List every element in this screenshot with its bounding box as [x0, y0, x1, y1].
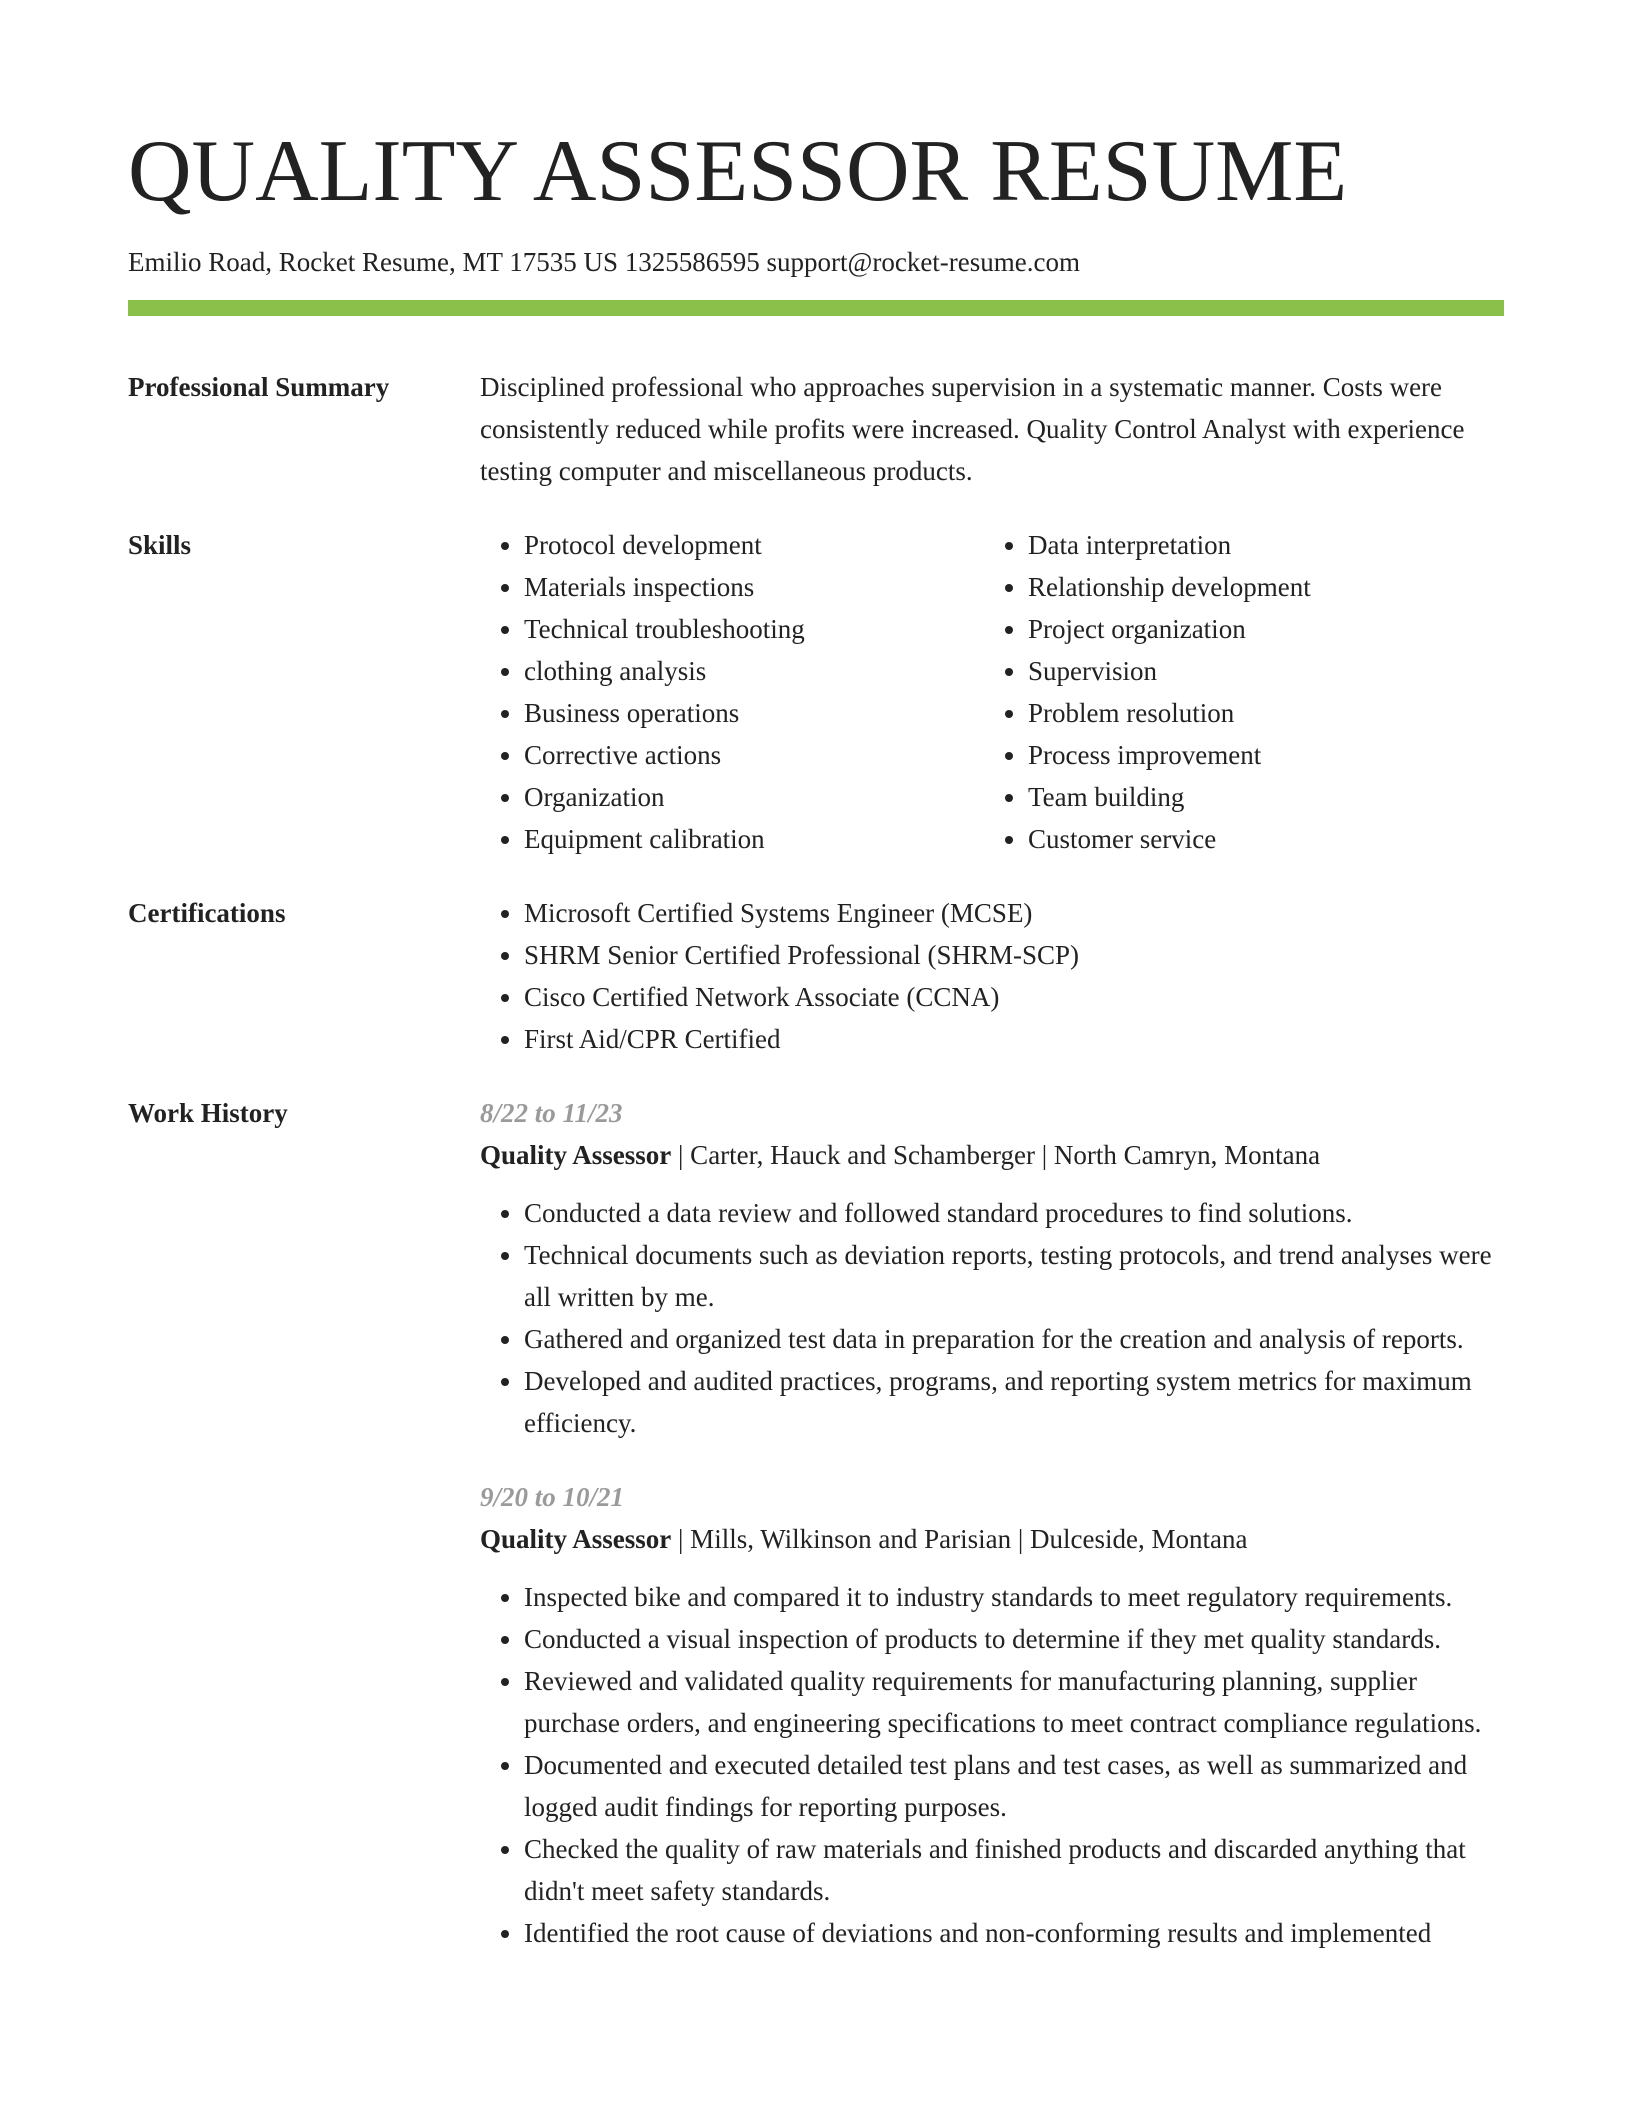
job-bullet: • Conducted a visual inspection of products to determine if they met quality standards. — [524, 1618, 1504, 1660]
work-history-label: Work History — [128, 1098, 288, 1128]
skill-item: • Equipment calibration — [524, 818, 984, 860]
job-bullet: • Gathered and organized test data in preparation for the creation and analysis of reports. — [524, 1318, 1504, 1360]
contact-line: Emilio Road, Rocket Resume, MT 17535 US 1325586595 support@rocket-resume.com — [128, 247, 1081, 277]
skill-item: • Technical troubleshooting — [524, 608, 984, 650]
certification-item: • SHRM Senior Certified Professional (SHRM-SCP) — [524, 934, 1504, 976]
work-history-body — [480, 1092, 1504, 1954]
job-bullet: • Documented and executed detailed test plans and test cases, as well as summarized and logged audit findings for reporting purposes. — [524, 1744, 1504, 1828]
certifications-label: Certifications — [128, 898, 286, 928]
skill-item: • Supervision — [1028, 650, 1488, 692]
job-company-location: | Carter, Hauck and Schamberger | North Camryn, Montana — [671, 1140, 1321, 1170]
skills-columns — [480, 524, 1504, 860]
job-entry — [480, 1476, 1504, 1954]
skills-label: Skills — [128, 530, 192, 560]
skill-item: • Protocol development — [524, 524, 984, 566]
skill-item: • Problem resolution — [1028, 692, 1488, 734]
summary-label: Professional Summary — [128, 372, 390, 402]
skill-item: • Project organization — [1028, 608, 1488, 650]
resume-title: QUALITY ASSESSOR RESUME — [128, 123, 1348, 220]
job-bullet: • Identified the root cause of deviations and non-conforming results and implemented — [524, 1912, 1504, 1954]
job-dates: 8/22 to 11/23 — [480, 1098, 623, 1128]
skills-column-right — [984, 524, 1488, 860]
accent-divider — [128, 300, 1504, 316]
skill-item: • clothing analysis — [524, 650, 984, 692]
job-bullet: • Conducted a data review and followed standard procedures to find solutions. — [524, 1192, 1504, 1234]
certifications-section — [128, 892, 1504, 1060]
job-bullet: • Developed and audited practices, programs, and reporting system metrics for maximum efficiency. — [524, 1360, 1504, 1444]
job-heading — [480, 1134, 1504, 1176]
job-bullet: • Technical documents such as deviation reports, testing protocols, and trend analyses were all written by me. — [524, 1234, 1504, 1318]
job-dates: 9/20 to 10/21 — [480, 1482, 625, 1512]
certifications-body — [480, 892, 1504, 1060]
skill-item: • Organization — [524, 776, 984, 818]
skill-item: • Customer service — [1028, 818, 1488, 860]
work-history-section — [128, 1092, 1504, 1954]
skill-item: • Materials inspections — [524, 566, 984, 608]
skill-item: • Corrective actions — [524, 734, 984, 776]
certification-item: • Microsoft Certified Systems Engineer (MCSE) — [524, 892, 1504, 934]
summary-section — [128, 366, 1504, 492]
skills-column-left — [480, 524, 984, 860]
job-bullet: • Inspected bike and compared it to industry standards to meet regulatory requirements. — [524, 1576, 1504, 1618]
job-entry — [480, 1092, 1504, 1444]
skill-item: • Data interpretation — [1028, 524, 1488, 566]
skill-item: • Team building — [1028, 776, 1488, 818]
skill-item: • Business operations — [524, 692, 984, 734]
job-title: Quality Assessor — [480, 1140, 672, 1170]
job-title: Quality Assessor — [480, 1524, 672, 1554]
job-heading — [480, 1518, 1504, 1560]
job-bullet: • Checked the quality of raw materials and finished products and discarded anything that didn't meet safety standards. — [524, 1828, 1504, 1912]
certification-item: • First Aid/CPR Certified — [524, 1018, 1504, 1060]
skill-item: • Process improvement — [1028, 734, 1488, 776]
skills-section — [128, 524, 1504, 860]
summary-text: Disciplined professional who approaches supervision in a systematic manner. Costs were consistently reduced while profits were increased. Quality Control Analyst with experience testing computer and miscellaneous products. — [480, 372, 1465, 486]
job-bullet: • Reviewed and validated quality requirements for manufacturing planning, supplier purchase orders, and engineering specifications to meet contract compliance regulations. — [524, 1660, 1504, 1744]
job-company-location: | Mills, Wilkinson and Parisian | Dulceside, Montana — [671, 1524, 1248, 1554]
skill-item: • Relationship development — [1028, 566, 1488, 608]
certification-item: • Cisco Certified Network Associate (CCNA) — [524, 976, 1504, 1018]
